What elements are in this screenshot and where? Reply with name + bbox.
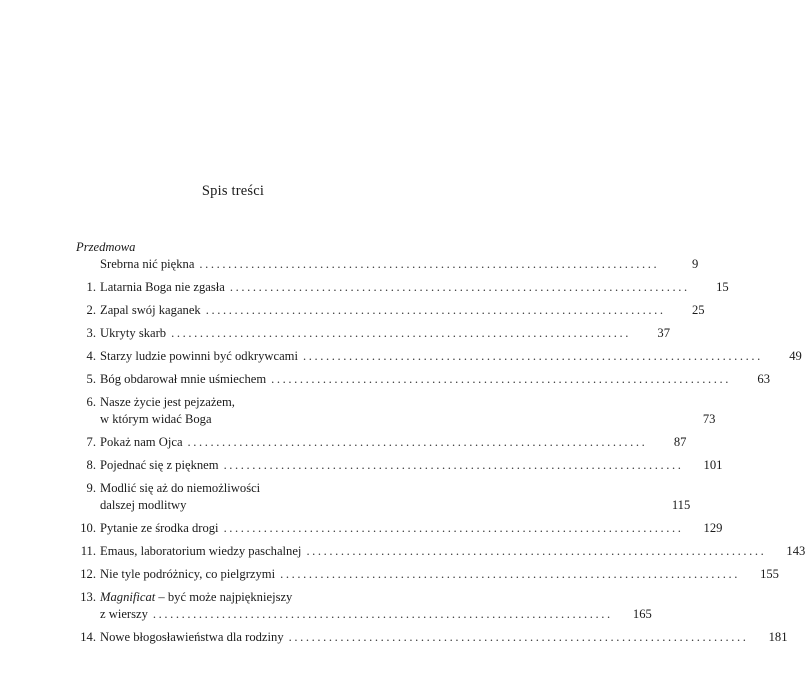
entry-number: 14. [80, 630, 96, 644]
entry-number: 6. [86, 395, 96, 409]
toc-entry [74, 457, 723, 474]
entry-title: Pytanie ze środka drogi [100, 521, 219, 535]
entry-number: 12. [80, 567, 96, 581]
toc-entry [74, 629, 788, 646]
toc-entry [74, 256, 699, 273]
entry-number: 5. [86, 372, 96, 386]
leader-dots: ................................................................................ [280, 567, 740, 581]
toc-entry [74, 566, 779, 583]
toc-entry [74, 302, 705, 319]
entry-title: Ukryty skarb [100, 326, 167, 340]
entry-number: 9. [86, 481, 96, 495]
entry-title: Pokaż nam Ojca [100, 435, 183, 449]
entry-title-rest: – być może najpiękniejszy [155, 590, 293, 604]
entry-page: 165 [632, 607, 652, 621]
leader-dots: ................................................................................ [271, 372, 732, 386]
entry-title [100, 589, 292, 606]
entry-number: 2. [86, 303, 96, 317]
entry-number: 13. [80, 590, 96, 604]
leader-dots: ................................................................................ [205, 303, 666, 317]
entry-title-continued: dalszej modlitwy [100, 498, 187, 512]
entry-number: 7. [86, 435, 96, 449]
leader-dots: ................................................................................ [199, 257, 660, 271]
entry-number: 1. [86, 280, 96, 294]
leader-dots: ................................................................................ [152, 607, 613, 621]
entry-title: Starzy ludzie powinni być odkrywcami [100, 349, 298, 363]
entry-page: 73 [702, 412, 716, 426]
entry-page: 49 [789, 349, 802, 363]
entry-number: 4. [86, 349, 96, 363]
leader-dots: ................................................................................ [306, 544, 767, 558]
toc-entry [74, 589, 652, 623]
entry-number: 11. [80, 544, 96, 558]
entry-page: 155 [760, 567, 779, 581]
toc-entry [74, 279, 729, 296]
toc-entry [74, 434, 687, 451]
entry-page: 37 [657, 326, 670, 340]
toc-entry [74, 325, 670, 342]
entry-page: 25 [692, 303, 705, 317]
toc-title: Spis treści [201, 183, 265, 199]
toc-entry [74, 520, 723, 537]
leader-dots: ................................................................................ [288, 630, 749, 644]
entry-title-italic: Magnificat [100, 590, 156, 604]
entry-title: Latarnia Boga nie zgasła [100, 280, 225, 294]
entry-title-continued: z wierszy [100, 607, 148, 621]
entry-page: 115 [671, 498, 691, 512]
toc-entry [74, 371, 771, 388]
entry-page: 87 [673, 435, 687, 449]
preface-label: Przedmowa [76, 240, 136, 254]
entry-title: Srebrna nić piękna [100, 257, 195, 271]
table-of-contents [74, 239, 805, 652]
toc-entry [74, 348, 802, 365]
leader-dots: ................................................................................ [223, 521, 684, 535]
leader-dots: ................................................................................ [187, 435, 648, 449]
entry-title-continued: w którym widać Boga [100, 412, 212, 426]
entry-page: 101 [703, 458, 723, 472]
entry-page: 63 [757, 372, 771, 386]
entry-title: Nie tyle podróżnicy, co pielgrzymi [100, 567, 276, 581]
toc-entry [74, 480, 691, 514]
entry-number: 8. [86, 458, 96, 472]
leader-dots: ................................................................................ [223, 458, 684, 472]
entry-page: 143 [786, 544, 805, 558]
entry-page: 129 [703, 521, 723, 535]
entry-number: 3. [86, 326, 96, 340]
leader-dots: ................................................................................ [229, 280, 690, 294]
entry-page: 181 [768, 630, 788, 644]
toc-entry [74, 394, 716, 428]
entry-title: Nasze życie jest pejzażem, [100, 395, 235, 409]
entry-title: Emaus, laboratorium wiedzy paschalnej [100, 544, 302, 558]
leader-dots: ................................................................................ [171, 326, 631, 340]
entry-title: Modlić się aż do niemożliwości [100, 481, 261, 495]
entry-page: 9 [692, 257, 699, 271]
leader-dots: ................................................................................ [302, 349, 763, 363]
entry-page: 15 [716, 280, 729, 294]
entry-title: Nowe błogosławieństwa dla rodziny [100, 630, 284, 644]
entry-number: 10. [80, 521, 96, 535]
entry-title: Zapal swój kaganek [100, 303, 201, 317]
entry-title: Pojednać się z pięknem [100, 458, 219, 472]
toc-entry [74, 543, 805, 560]
entry-title: Bóg obdarował mnie uśmiechem [100, 372, 267, 386]
